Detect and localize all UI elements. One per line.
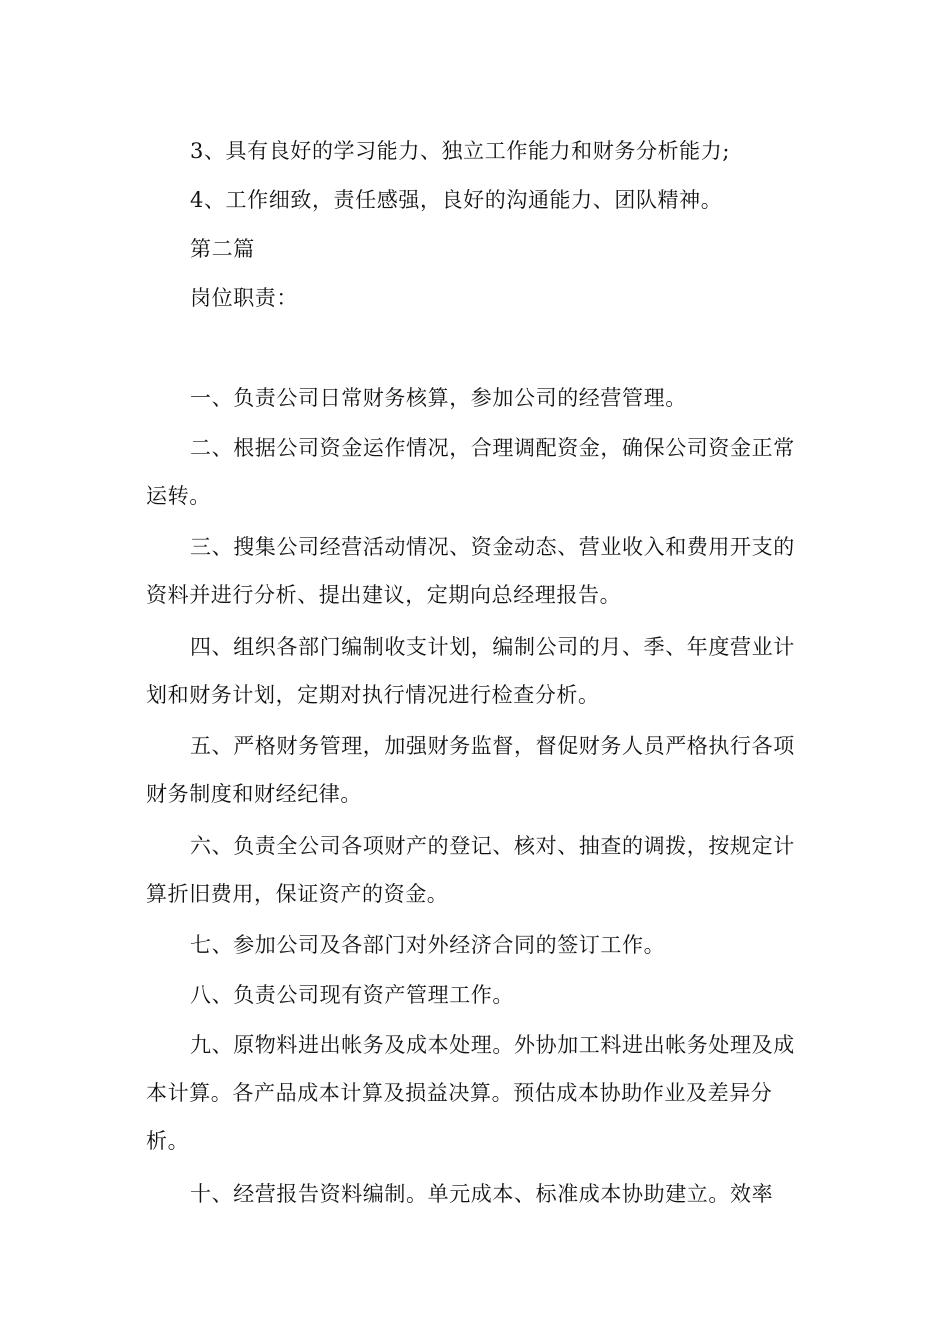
duty-7: 七、参加公司及各部门对外经济合同的签订工作。	[190, 933, 666, 957]
duty-8: 八、负责公司现有资产管理工作。	[190, 983, 514, 1007]
duty-6: 六、负责全公司各项财产的登记、核对、抽查的调拨，按规定计算折旧费用，保证资产的资金。	[146, 834, 795, 906]
duty-1: 一、负责公司日常财务核算，参加公司的经营管理。	[190, 386, 687, 410]
section-heading: 第二篇	[190, 237, 255, 261]
subsection-heading: 岗位职责：	[190, 286, 298, 310]
duty-2: 二、根据公司资金运作情况，合理调配资金，确保公司资金正常运转。	[146, 436, 795, 508]
duty-4: 四、组织各部门编制收支计划，编制公司的月、季、年度营业计划和财务计划，定期对执行情况进行检查分析。	[146, 635, 795, 707]
duty-3: 三、搜集公司经营活动情况、资金动态、营业收入和费用开支的资料并进行分析、提出建议，定期向总经理报告。	[146, 535, 795, 607]
paragraph-requirement-3: 3、具有良好的学习能力、独立工作能力和财务分析能力;	[190, 139, 731, 163]
duty-5: 五、严格财务管理，加强财务监督，督促财务人员严格执行各项财务制度和财经纪律。	[146, 734, 795, 806]
duty-9: 九、原物料进出帐务及成本处理。外协加工料进出帐务处理及成本计算。各产品成本计算及损益决算。预估成本协助作业及差异分析。	[146, 1033, 795, 1153]
paragraph-requirement-4: 4、工作细致，责任感强，良好的沟通能力、团队精神。	[190, 188, 723, 212]
duty-10: 十、经营报告资料编制。单元成本、标准成本协助建立。效率	[190, 1182, 774, 1206]
